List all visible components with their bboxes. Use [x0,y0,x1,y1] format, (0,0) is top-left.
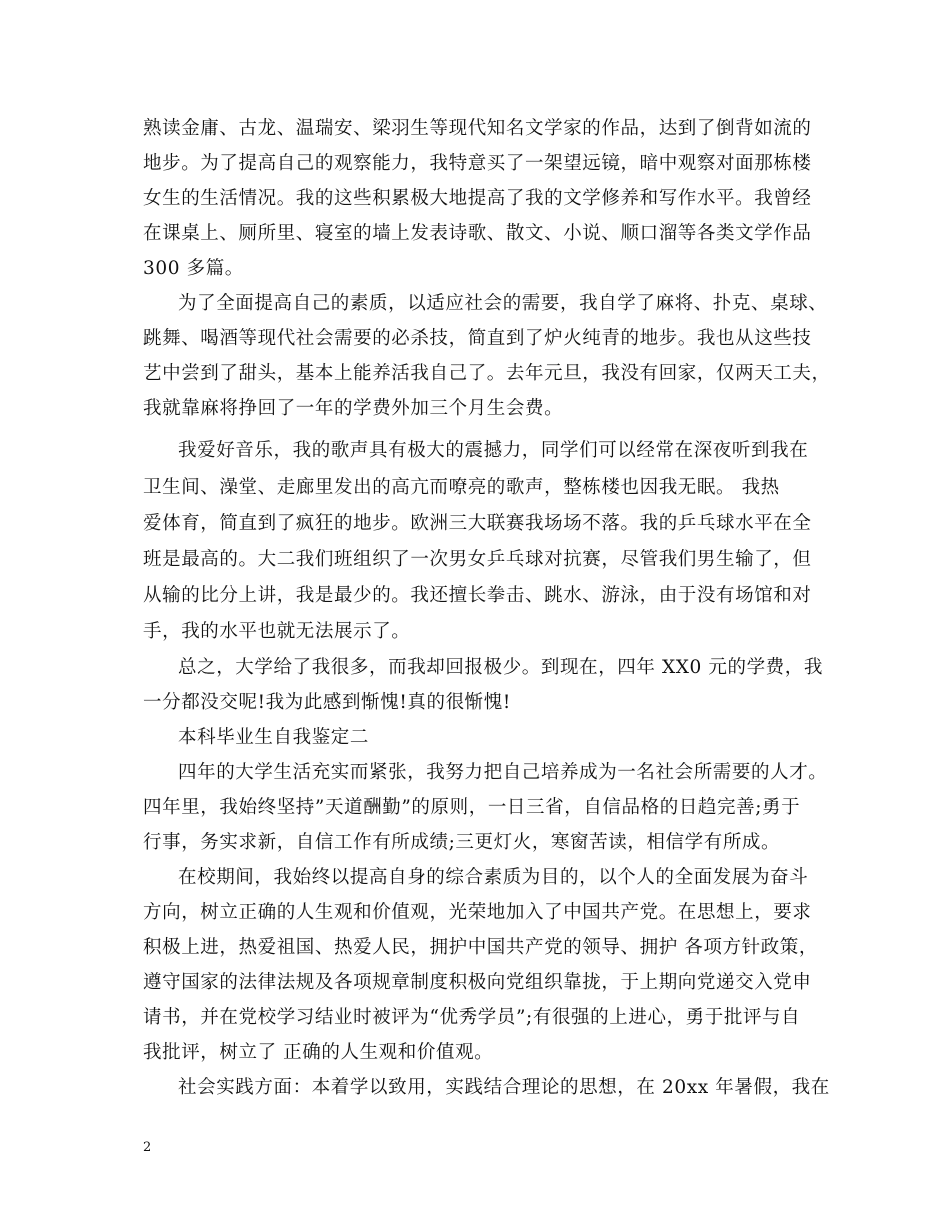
body-text-line: 一分都没交呢!我为此感到惭愧!真的很惭愧! [143,692,511,713]
body-text-line: 300 多篇。 [143,258,244,279]
body-text-line: 四年里，我始终坚持”天道酬勤”的原则，一日三省，自信品格的日趋完善;勇于 [143,797,801,818]
paragraph-first-line: 我爱好音乐，我的歌声具有极大的震撼力，同学们可以经常在深夜听到我在 [178,440,809,461]
body-text-line: 方向，树立正确的人生观和价值观，光荣地加入了中国共产党。在思想上，要求 [143,902,812,923]
body-text-line: 班是最高的。大二我们班组织了一次男女乒乓球对抗赛，尽管我们男生输了，但 [143,549,812,570]
paragraph-first-line: 总之，大学给了我很多，而我却回报极少。到现在，四年 XX0 元的学费，我 [178,657,823,678]
paragraph-first-line: 四年的大学生活充实而紧张，我努力把自己培养成为一名社会所需要的人才。 [178,762,828,783]
body-text-line: 爱体育，简直到了疯狂的地步。欧洲三大联赛我场场不落。我的乒乓球水平在全 [143,513,812,534]
body-text-line: 遵守国家的法律法规及各项规章制度积极向党组织靠拢，于上期向党递交入党申 [143,972,812,993]
body-text-line: 艺中尝到了甜头，基本上能养活我自己了。去年元旦，我没有回家，仅两天工夫， [143,363,831,384]
body-text-line: 积极上进，热爱祖国、热爱人民，拥护中国共产党的领导、拥护 各项方针政策， [143,937,818,958]
body-text-line: 手，我的水平也就无法展示了。 [143,621,411,642]
page-number: 2 [143,1140,152,1155]
paragraph-first-line: 社会实践方面：本着学以致用，实践结合理论的思想，在 20xx 年暑假，我在 [178,1077,830,1098]
body-text-line: 地步。为了提高自己的观察能力，我特意买了一架望远镜，暗中观察对面那栋楼 [143,153,812,174]
body-text-line: 卫生间、澡堂、走廊里发出的高亢而嘹亮的歌声，整栋楼也因我无眠。 我热 [143,477,780,498]
section-heading: 本科毕业生自我鉴定二 [178,727,370,748]
body-text-line: 我批评，树立了 正确的人生观和价值观。 [143,1042,494,1063]
body-text-line: 熟读金庸、古龙、温瑞安、梁羽生等现代知名文学家的作品，达到了倒背如流的 [143,118,812,139]
paragraph-first-line: 为了全面提高自己的素质，以适应社会的需要，我自学了麻将、扑克、桌球、 [178,293,828,314]
paragraph-first-line: 在校期间，我始终以提高自身的综合素质为目的，以个人的全面发展为奋斗 [178,867,809,888]
body-text-line: 从输的比分上讲，我是最少的。我还擅长拳击、跳水、游泳，由于没有场馆和对 [143,585,812,606]
body-text-line: 在课桌上、厕所里、寝室的墙上发表诗歌、散文、小说、顺口溜等各类文学作品 [143,223,812,244]
body-text-line: 请书，并在党校学习结业时被评为“优秀学员”;有很强的上进心，勇于批评与自 [143,1007,801,1028]
body-text-line: 我就靠麻将挣回了一年的学费外加三个月生会费。 [143,398,564,419]
body-text-line: 跳舞、喝酒等现代社会需要的必杀技，简直到了炉火纯青的地步。我也从这些技 [143,328,812,349]
body-text-line: 行事，务实求新，自信工作有所成绩;三更灯火，寒窗苦读，相信学有所成。 [143,832,781,853]
body-text-line: 女生的生活情况。我的这些积累极大地提高了我的文学修养和写作水平。我曾经 [143,188,812,209]
